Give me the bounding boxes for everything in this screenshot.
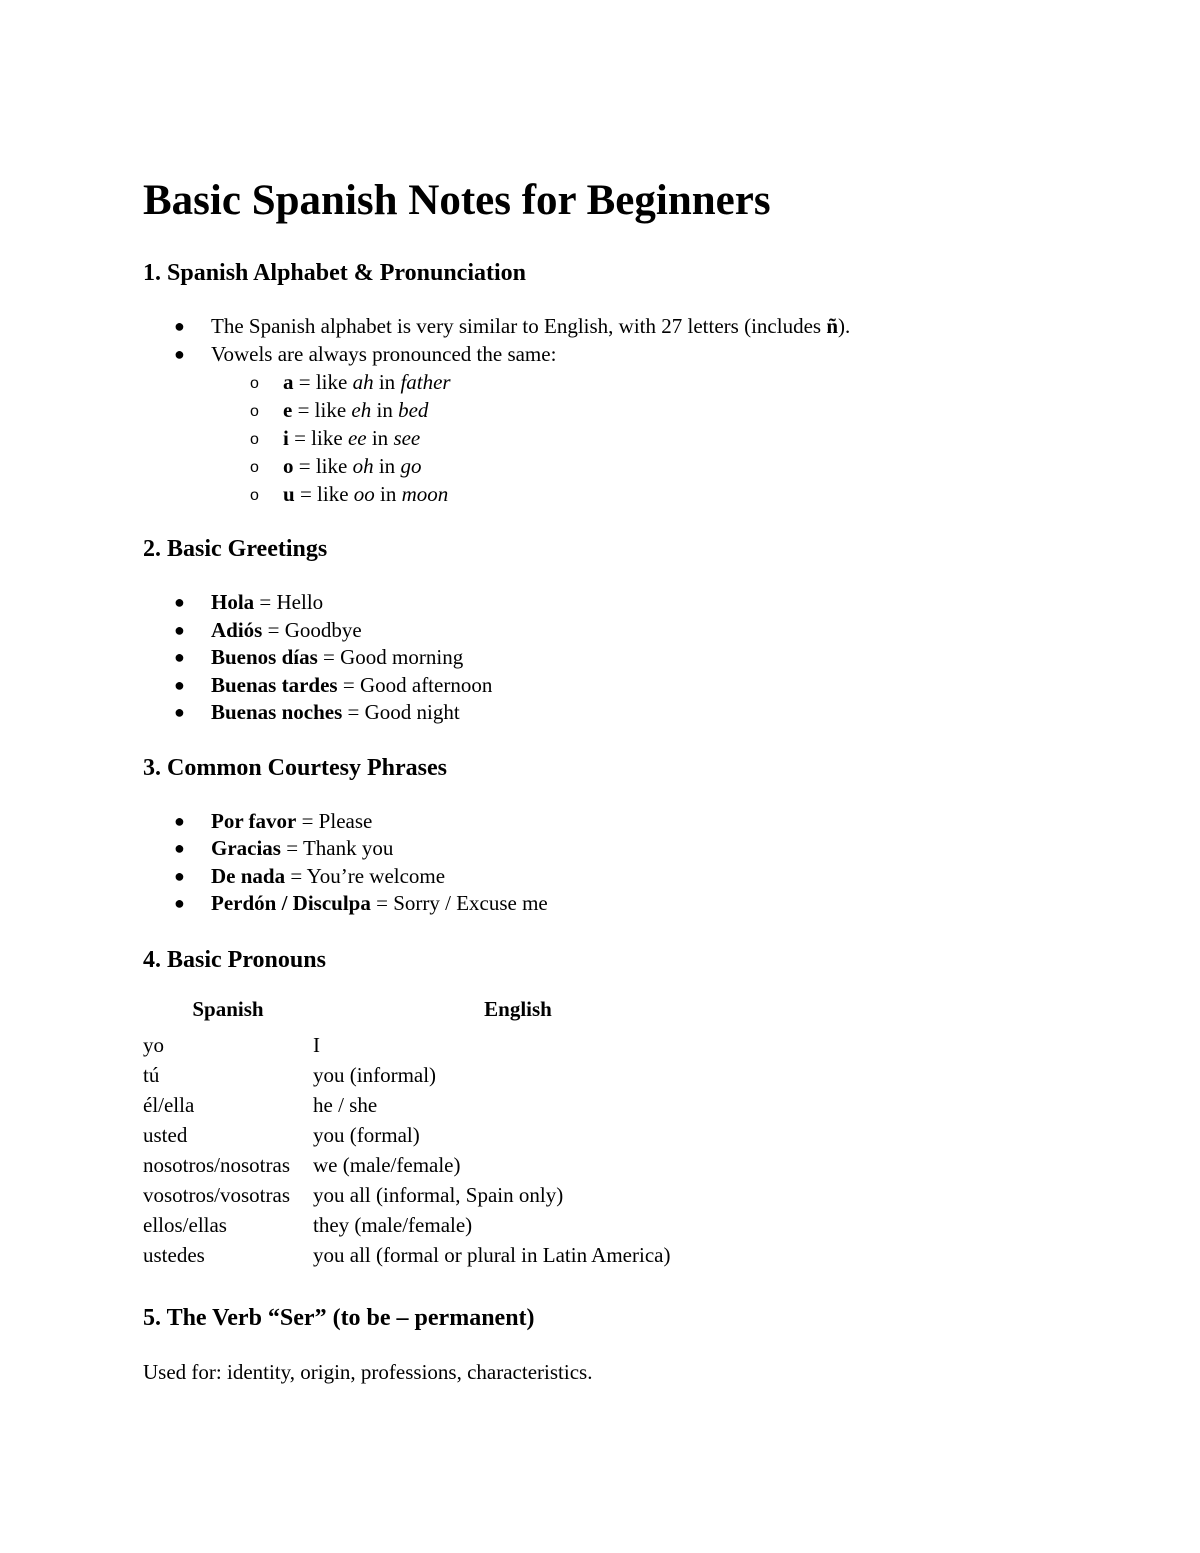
column-header-spanish: Spanish <box>192 996 264 1021</box>
section-heading-ser: 5. The Verb “Ser” (to be – permanent) <box>143 1304 535 1331</box>
list-item: ● Perdón / Disculpa = Sorry / Excuse me <box>143 890 1123 918</box>
table-row: yo I <box>143 1032 320 1057</box>
bullet-icon: ● <box>174 674 185 695</box>
list-item: ● Buenas tardes = Good afternoon <box>143 672 1123 700</box>
column-header-english: English <box>484 996 552 1021</box>
ser-usage-text: Used for: identity, origin, professions, characteristics. <box>143 1359 593 1384</box>
bullet-icon: ● <box>174 893 185 913</box>
table-row: ellos/ellas they (male/female) <box>143 1212 473 1237</box>
document-title: Basic Spanish Notes for Beginners <box>143 177 771 224</box>
circle-bullet-icon: o <box>250 375 259 392</box>
list-item: ● The Spanish alphabet is very similar to English, with 27 letters (includes ñ). <box>143 313 1123 341</box>
bullet-icon: ● <box>174 647 185 667</box>
table-row: vosotros/vosotras you all (informal, Spain only) <box>143 1182 564 1207</box>
vowel-item: o e = like eh in bed <box>143 396 1123 424</box>
bullet-icon: ● <box>174 838 185 858</box>
vowel-item: o u = like oo in moon <box>143 480 1123 508</box>
table-header-row <box>143 997 723 1033</box>
circle-bullet-icon: o <box>250 487 259 504</box>
bullet-icon: ● <box>174 865 185 886</box>
document-page <box>143 170 1123 1386</box>
list-item: ● Buenos días = Good morning <box>143 644 1123 672</box>
table-row: él/ella he / she <box>143 1092 378 1117</box>
alphabet-list <box>143 313 1123 368</box>
vowel-item: o o = like oh in go <box>143 452 1123 480</box>
section-heading-alphabet: 1. Spanish Alphabet & Pronunciation <box>143 260 527 286</box>
section-heading-pronouns: 4. Basic Pronouns <box>143 946 326 973</box>
list-item: ● Hola = Hello <box>143 589 1123 617</box>
bullet-icon: ● <box>174 702 185 722</box>
list-item: ● Buenas noches = Good night <box>143 699 1123 727</box>
table-row: usted you (formal) <box>143 1122 420 1147</box>
bullet-icon: ● <box>174 810 185 831</box>
table-row: nosotros/nosotras we (male/female) <box>143 1152 461 1177</box>
list-item: ● Por favor = Please <box>143 808 1123 836</box>
list-item: ● Gracias = Thank you <box>143 835 1123 863</box>
bullet-icon: ● <box>174 343 185 364</box>
vowel-list <box>143 368 1123 508</box>
greetings-list <box>143 589 1123 727</box>
pronouns-table <box>143 997 723 1273</box>
bullet-icon: ● <box>174 619 185 640</box>
list-item: ● Adiós = Goodbye <box>143 617 1123 645</box>
section-heading-courtesy: 3. Common Courtesy Phrases <box>143 754 447 781</box>
circle-bullet-icon: o <box>250 459 259 476</box>
bullet-icon: ● <box>174 316 185 336</box>
list-item: ● De nada = You’re welcome <box>143 863 1123 891</box>
courtesy-list <box>143 808 1123 918</box>
vowel-item: o a = like ah in father <box>143 368 1123 396</box>
section-heading-greetings: 2. Basic Greetings <box>143 536 328 562</box>
circle-bullet-icon: o <box>250 403 259 420</box>
list-item: ● Vowels are always pronounced the same: <box>143 341 1123 369</box>
table-row: ustedes you all (formal or plural in Latin America) <box>143 1242 671 1267</box>
bullet-icon: ● <box>174 592 185 612</box>
table-row: tú you (informal) <box>143 1062 437 1087</box>
vowel-item: o i = like ee in see <box>143 424 1123 452</box>
circle-bullet-icon: o <box>250 431 259 448</box>
